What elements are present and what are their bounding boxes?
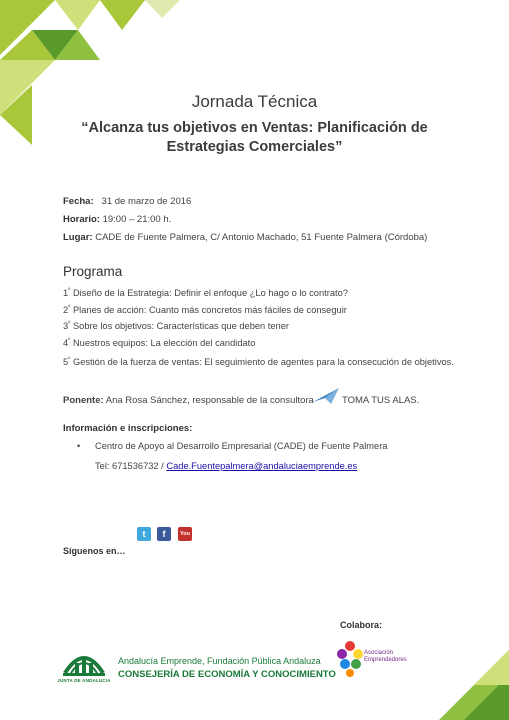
email-link[interactable]: Cade.Fuentepalmera@andaluciaemprende.es — [166, 461, 358, 471]
lugar-label: Lugar: — [63, 232, 93, 243]
telephone-text: Tel: 671536732 / — [95, 461, 164, 471]
event-subtitle-line2: Estrategias Comerciales” — [166, 139, 343, 155]
speaker-text: Ana Rosa Sánchez, responsable de la consultora — [105, 395, 314, 406]
programa-item-number: 5 — [63, 357, 69, 368]
programa-item-text: Gestión de la fuerza de ventas: El seguimiento de agentes para la consecución de objetivos. — [72, 357, 454, 368]
event-title: Jornada Técnica — [191, 92, 318, 111]
ordinal-mark: º — [68, 357, 71, 363]
inscripciones-heading: Información e inscripciones: — [63, 423, 193, 434]
event-subtitle-line1: “Alcanza tus objetivos en Ventas: Planificación de — [81, 120, 428, 136]
junta-emblem-icon — [55, 643, 113, 679]
asociacion-emprendedores-logo — [336, 636, 406, 680]
programa-item-number: 2 — [63, 305, 69, 316]
fecha-value: 31 de marzo de 2016 — [101, 196, 192, 207]
speaker-row — [63, 395, 420, 406]
programa-item — [63, 338, 255, 348]
programa-item-number: 4 — [63, 338, 69, 349]
ordinal-mark: º — [68, 338, 71, 344]
programa-item — [63, 305, 347, 315]
lugar-value: CADE de Fuente Palmera, C/ Antonio Machado, 51 Fuente Palmera (Córdoba) — [95, 232, 428, 243]
inscripciones-center: Centro de Apoyo al Desarrollo Empresarial (CADE) de Fuente Palmera — [95, 441, 388, 451]
ordinal-mark: º — [68, 305, 71, 311]
sponsor-line1: Andalucía Emprende, Fundación Pública Andaluza — [118, 656, 321, 666]
asociacion-line1: Asociación — [364, 650, 394, 656]
inscripciones-contact — [95, 461, 357, 471]
twitter-icon[interactable]: t — [137, 527, 151, 541]
flower-logo-icon — [336, 636, 366, 680]
programa-item — [63, 288, 348, 298]
asociacion-line2: Emprendedores — [364, 657, 407, 663]
speaker-label: Ponente: — [63, 395, 104, 406]
asociacion-text — [364, 650, 407, 664]
programa-heading: Programa — [63, 264, 123, 279]
ordinal-mark: º — [68, 288, 71, 294]
programa-item-text: Planes de acción: Cuanto más concretos más fáciles de conseguir — [72, 305, 347, 316]
toma-tus-alas-logo-icon — [313, 388, 339, 404]
colabora-label: Colabora: — [340, 620, 383, 630]
sponsor-line2: CONSEJERÍA DE ECONOMÍA Y CONOCIMIENTO — [118, 669, 336, 680]
speaker-brand: TOMA TUS ALAS. — [342, 395, 420, 406]
ordinal-mark: º — [68, 321, 71, 327]
horario-row — [63, 214, 171, 225]
junta-andalucia-logo — [55, 643, 113, 685]
fecha-label: Fecha: — [63, 196, 94, 207]
bottom-corner-decoration — [419, 630, 509, 720]
programa-item-number: 3 — [63, 321, 69, 332]
programa-item — [63, 321, 289, 331]
follow-us-label: Síguenos en… — [63, 546, 126, 556]
programa-item-text: Diseño de la Estrategia: Definir el enfoque ¿Lo hago o lo contrato? — [72, 288, 348, 299]
programa-item-number: 1 — [63, 288, 69, 299]
facebook-icon[interactable]: f — [157, 527, 171, 541]
bullet-icon: • — [77, 441, 81, 451]
fecha-row — [63, 196, 191, 207]
horario-value: 19:00 – 21:00 h. — [102, 214, 172, 225]
programa-item — [63, 357, 454, 367]
programa-item-text: Sobre los objetivos: Características que deben tener — [72, 321, 289, 332]
junta-logo-text: JUNTA DE ANDALUCIA — [57, 678, 111, 683]
lugar-row — [63, 232, 427, 243]
programa-item-text: Nuestros equipos: La elección del candidato — [72, 338, 256, 349]
horario-label: Horario: — [63, 214, 100, 225]
youtube-icon[interactable]: You Tube — [178, 527, 192, 541]
